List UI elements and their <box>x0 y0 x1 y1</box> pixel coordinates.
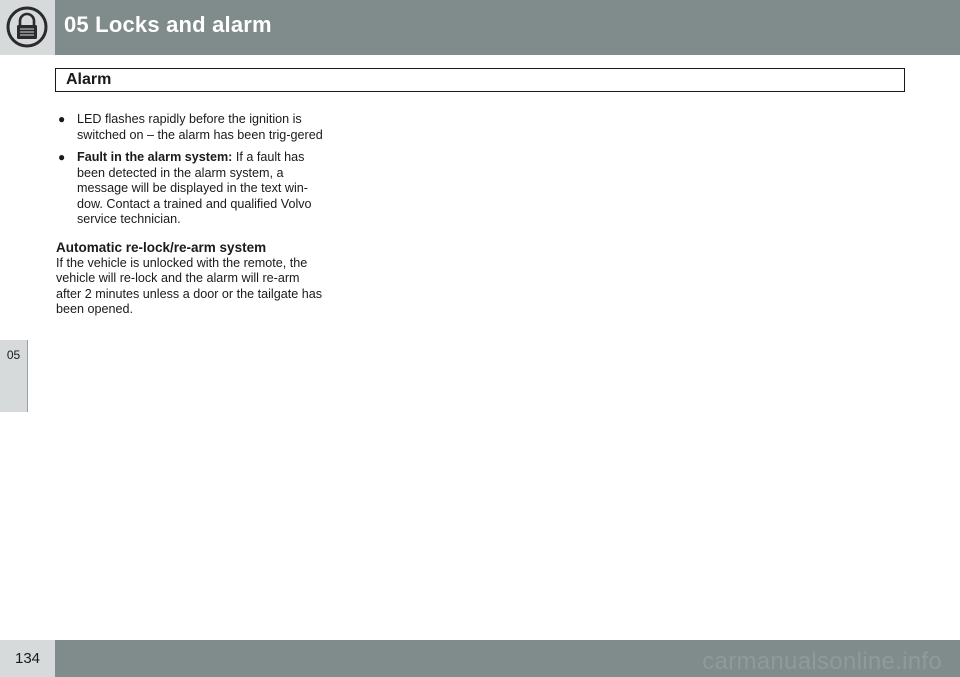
main-content <box>56 112 328 318</box>
chapter-title: 05 Locks and alarm <box>64 12 272 37</box>
body-paragraph: If the vehicle is unlocked with the remote, the vehicle will re-lock and the alarm will re-arm after 2 minutes unless a door or the tailgate has been opened. <box>56 255 323 316</box>
bullet-text: If a fault has been detected in the alarm system, a message will be displayed in the text win-dow. Contact a trained and qualified Volvo service technician. <box>77 150 312 226</box>
page-number: 134 <box>14 650 41 667</box>
list-item <box>56 112 328 143</box>
bullet-bold-text: Fault in the alarm system: <box>77 150 233 164</box>
chapter-side-tab[interactable] <box>0 340 28 412</box>
subheading: Automatic re-lock/re-arm system <box>56 239 267 255</box>
section-heading-box <box>55 68 905 92</box>
bullet-icon: ● <box>58 112 66 126</box>
bullet-text: LED flashes rapidly before the ignition is switched on – the alarm has been trig-gered <box>77 112 323 142</box>
side-tab-label: 05 <box>6 348 21 362</box>
watermark-text: carmanualsonline.info <box>702 648 942 675</box>
list-item <box>56 150 328 228</box>
padlock-icon <box>6 6 48 48</box>
page-number-box <box>0 640 55 677</box>
section-title: Alarm <box>66 71 112 88</box>
bullet-icon: ● <box>58 150 66 164</box>
bullet-list <box>56 112 328 228</box>
chapter-icon-badge <box>0 0 55 55</box>
